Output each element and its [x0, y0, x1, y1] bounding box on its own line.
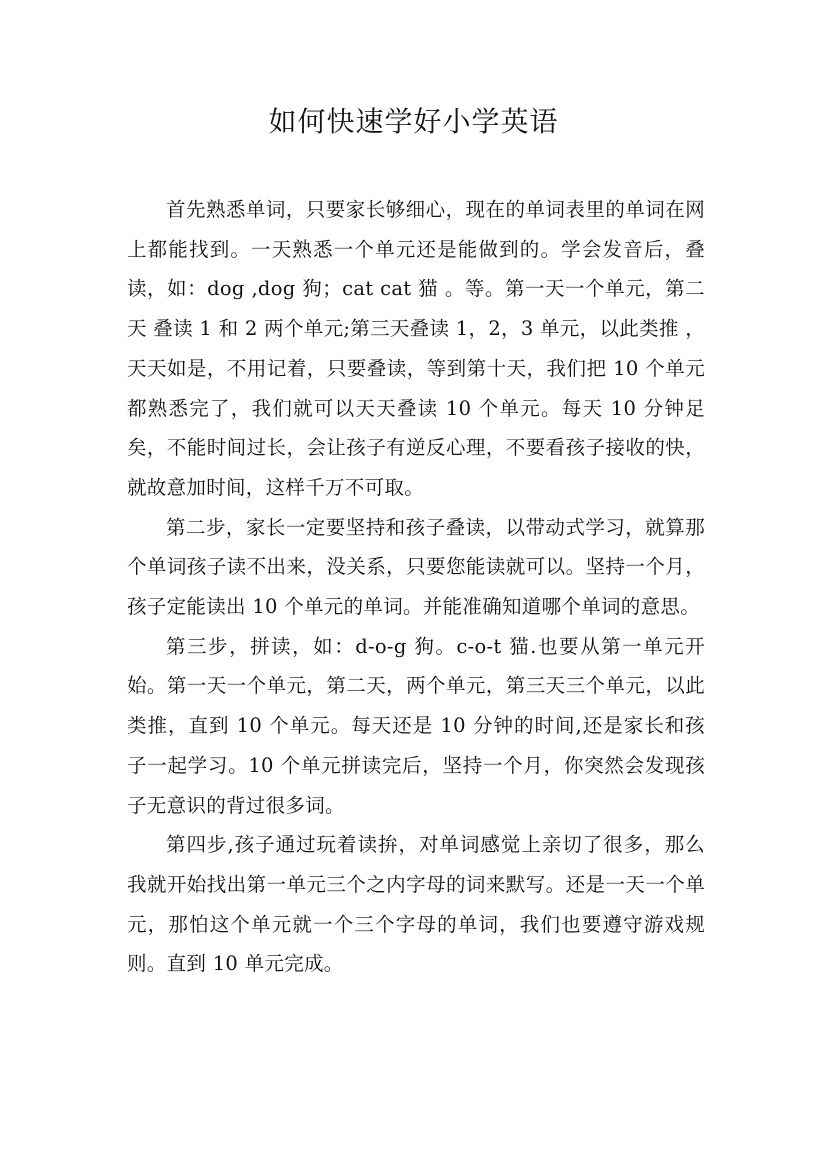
- document-body: [127, 190, 705, 984]
- paragraph-2: 第二步，家长一定要坚持和孩子叠读，以带动式学习，就算那个单词孩子读不出来，没关系，只要您能读就可以。坚持一个月，孩子定能读出 10 个单元的单词。并能准确知道哪个单词的意思。: [127, 515, 705, 619]
- paragraph-4: 第四步,孩子通过玩着读拚，对单词感觉上亲切了很多，那么我就开始找出第一单元三个之内字母的词来默写。还是一天一个单元，那怕这个单元就一个三个字母的单词，我们也要遵守游戏规则。直到 10 单元完成。: [127, 833, 705, 976]
- paragraph-3: 第三步，拼读，如：d-o-g 狗。c-o-t 猫.也要从第一单元开始。第一天一个单元，第二天，两个单元，第三天三个单元，以此类推，直到 10 个单元。每天还是 10 分钟的时间,还是家长和孩子一起学习。10 个单元拼读完后，坚持一个月，你突然会发现孩子无意识的背过很多词。: [127, 634, 705, 817]
- document-title: 如何快速学好小学英语: [268, 105, 559, 138]
- paragraph-1: 首先熟悉单词，只要家长够细心，现在的单词表里的单词在网上都能找到。一天熟悉一个单元还是能做到的。学会发音后，叠读，如：dog ,dog 狗；cat cat 猫 。等。第一天一个单元，第二天 叠读 1 和 2 两个单元;第三天叠读 1，2，3 单元，以此类推 ，天天如是，不用记着，只要叠读，等到第十天，我们把 10 个单元都熟悉完了，我们就可以天天叠读 10 个单元。每天 10 分钟足矣，不能时间过长，会让孩子有逆反心理，不要看孩子接收的快，就故意加时间，这样千万不可取。: [127, 198, 705, 499]
